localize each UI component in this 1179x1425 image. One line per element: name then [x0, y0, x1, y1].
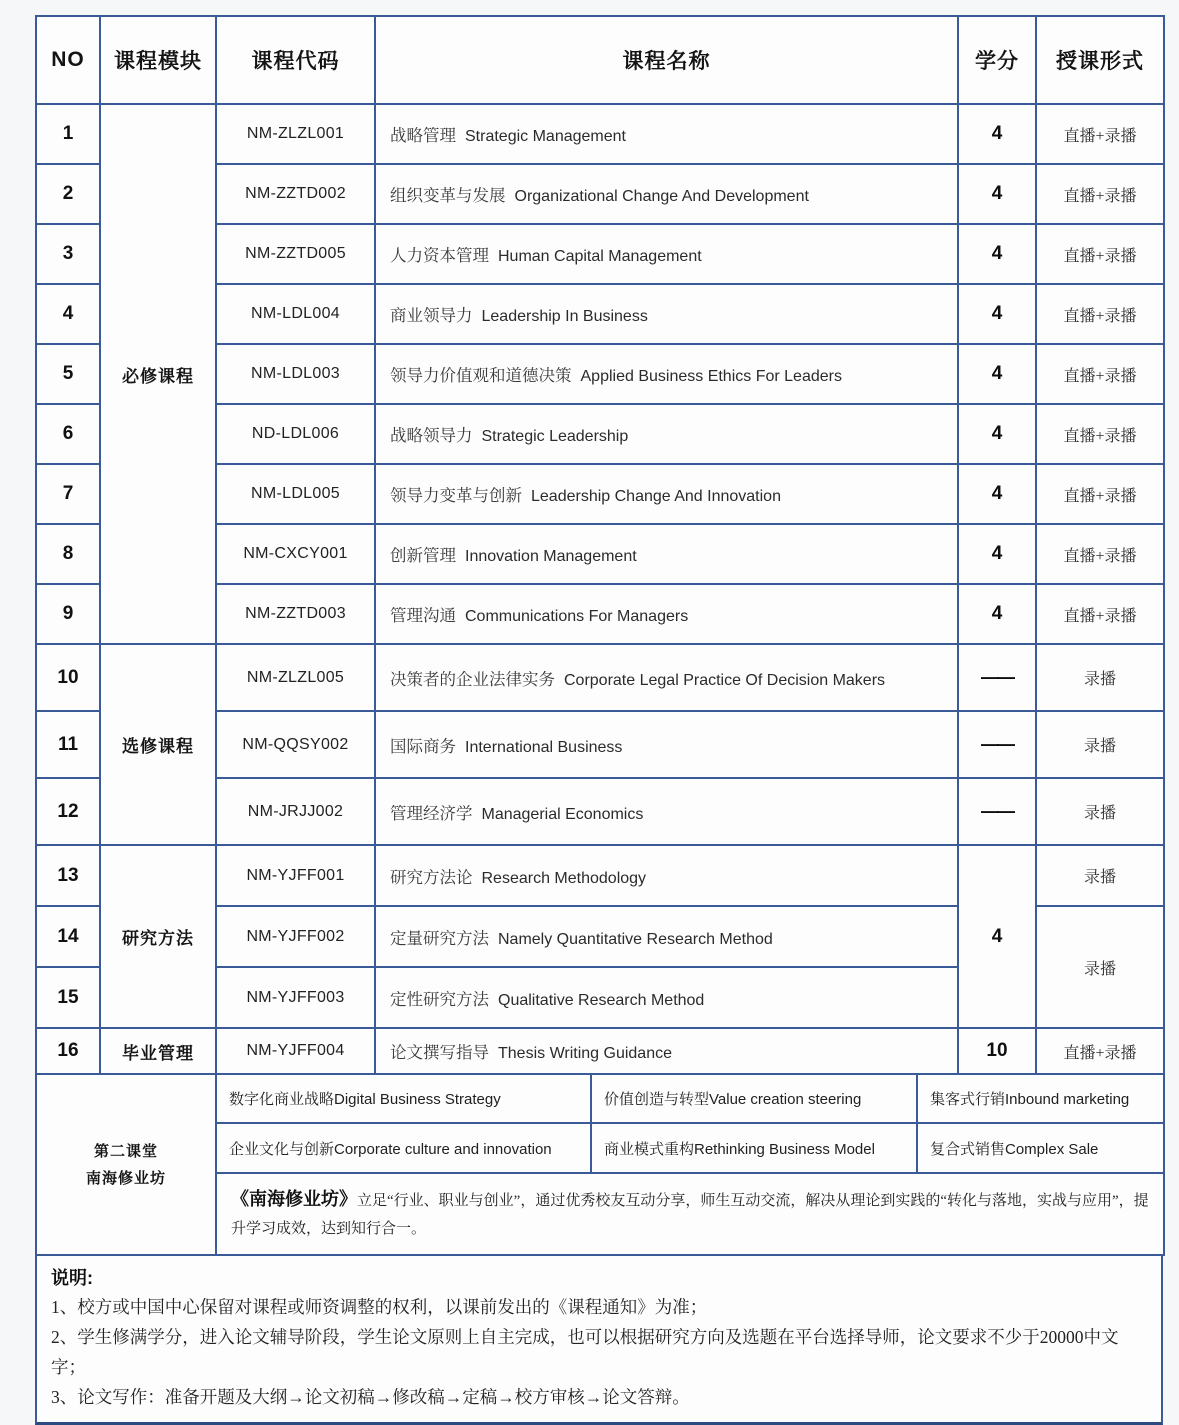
notes-box [35, 1254, 1163, 1425]
course-name-cn: 研究方法论 [390, 867, 473, 887]
workshop-item: 商业模式重构Rethinking Business Model [591, 1123, 917, 1173]
credits-cell: 4 [958, 584, 1036, 644]
format-cell: 直播+录播 [1036, 584, 1164, 644]
course-name [375, 464, 958, 524]
course-name-en: Strategic Leadership [481, 428, 629, 445]
row-no: 16 [36, 1028, 100, 1074]
credits-cell: 4 [958, 464, 1036, 524]
credits-cell: 4 [958, 224, 1036, 284]
course-name-cn: 定性研究方法 [390, 989, 489, 1009]
course-code: NM-LDL004 [216, 284, 375, 344]
curriculum-sheet [35, 15, 1163, 1425]
course-code: NM-ZLZL005 [216, 644, 375, 711]
header-no: NO [36, 16, 100, 104]
credits-cell: 4 [958, 284, 1036, 344]
course-code: NM-LDL003 [216, 344, 375, 404]
credits-cell: 4 [958, 344, 1036, 404]
header-name: 课程名称 [375, 16, 958, 104]
course-code: NM-YJFF002 [216, 906, 375, 967]
header-module: 课程模块 [100, 16, 216, 104]
course-name-cn: 管理经济学 [390, 803, 473, 823]
workshop-description-title: 《南海修业坊》 [231, 1189, 357, 1210]
course-name [375, 711, 958, 778]
credits-cell-merged: 4 [958, 845, 1036, 1028]
credits-cell: 4 [958, 404, 1036, 464]
course-name-en: Organizational Change And Development [514, 188, 809, 205]
second-classroom-module-cell [36, 1074, 216, 1255]
format-cell: 直播+录播 [1036, 104, 1164, 164]
header-row [36, 16, 1164, 104]
course-name-en: Research Methodology [481, 869, 647, 887]
course-name [375, 845, 958, 906]
workshop-item: 集客式行销Inbound marketing [917, 1074, 1164, 1123]
table-row [36, 1028, 1164, 1074]
workshop-description-text: 立足“行业、职业与创业”，通过优秀校友互动分享，师生互动交流，解决从理论到实践的“转化与落地，实战与应用”，提升学习成效，达到知行合一。 [231, 1193, 1149, 1237]
course-code: NM-YJFF001 [216, 845, 375, 906]
note-item: 3、论文写作：准备开题及大纲→论文初稿→修改稿→定稿→校方审核→论文答辩。 [51, 1387, 690, 1408]
notes-title: 说明: [51, 1268, 93, 1288]
row-no: 1 [36, 104, 100, 164]
format-cell: 直播+录播 [1036, 284, 1164, 344]
course-code: NM-QQSY002 [216, 711, 375, 778]
course-name [375, 644, 958, 711]
row-no: 4 [36, 284, 100, 344]
table-row [36, 644, 1164, 711]
workshop-item: 复合式销售Complex Sale [917, 1123, 1164, 1173]
course-name [375, 404, 958, 464]
format-cell: 录播 [1036, 845, 1164, 906]
course-name [375, 104, 958, 164]
module-cell-elective: 选修课程 [100, 644, 216, 845]
curriculum-table [35, 15, 1165, 1075]
row-no: 5 [36, 344, 100, 404]
course-name-en: Qualitative Research Method [498, 991, 705, 1009]
course-name-cn: 商业领导力 [390, 306, 473, 325]
credits-cell: 4 [958, 104, 1036, 164]
course-name-en: Communications For Managers [465, 608, 689, 625]
second-classroom-table [35, 1073, 1165, 1256]
course-name-cn: 人力资本管理 [390, 246, 489, 265]
row-no: 10 [36, 644, 100, 711]
course-name-cn: 领导力价值观和道德决策 [390, 366, 572, 385]
course-name [375, 344, 958, 404]
row-no: 9 [36, 584, 100, 644]
course-name-en: Thesis Writing Guidance [498, 1045, 672, 1062]
course-name-cn: 组织变革与发展 [390, 186, 506, 205]
course-name-en: Strategic Management [465, 128, 626, 145]
second-classroom-title-line1: 第二课堂 [93, 1142, 158, 1160]
header-format: 授课形式 [1036, 16, 1164, 104]
course-name-en: Namely Quantitative Research Method [498, 930, 773, 948]
course-code: NM-JRJJ002 [216, 778, 375, 845]
format-cell: 直播+录播 [1036, 224, 1164, 284]
workshop-item: 价值创造与转型Value creation steering [591, 1074, 917, 1123]
course-name-cn: 国际商务 [390, 736, 456, 756]
credits-cell: —— [958, 778, 1036, 845]
credits-cell: —— [958, 644, 1036, 711]
format-cell: 录播 [1036, 711, 1164, 778]
course-code: NM-LDL005 [216, 464, 375, 524]
course-name-cn: 管理沟通 [390, 606, 456, 625]
module-cell-graduation: 毕业管理 [100, 1028, 216, 1074]
course-name-en: International Business [465, 738, 623, 756]
course-name-en: Leadership Change And Innovation [531, 488, 781, 505]
course-name-en: Corporate Legal Practice Of Decision Makers [564, 671, 886, 689]
row-no: 3 [36, 224, 100, 284]
format-cell: 直播+录播 [1036, 404, 1164, 464]
workshop-item: 企业文化与创新Corporate culture and innovation [216, 1123, 591, 1173]
course-name-en: Human Capital Management [498, 248, 702, 265]
second-classroom-title-line2: 南海修业坊 [85, 1169, 166, 1187]
course-name [375, 967, 958, 1028]
course-name-cn: 战略管理 [390, 126, 456, 145]
row-no: 13 [36, 845, 100, 906]
course-name-en: Innovation Management [465, 548, 637, 565]
course-code: NM-YJFF004 [216, 1028, 375, 1074]
course-code: NM-CXCY001 [216, 524, 375, 584]
header-credits: 学分 [958, 16, 1036, 104]
row-no: 2 [36, 164, 100, 224]
format-cell-merged: 录播 [1036, 906, 1164, 1028]
format-cell: 直播+录播 [1036, 464, 1164, 524]
course-name-cn: 定量研究方法 [390, 928, 489, 948]
format-cell: 直播+录播 [1036, 344, 1164, 404]
row-no: 6 [36, 404, 100, 464]
course-name [375, 164, 958, 224]
course-name-cn: 创新管理 [390, 546, 456, 565]
row-no: 7 [36, 464, 100, 524]
note-item: 2、学生修满学分，进入论文辅导阶段，学生论文原则上自主完成，也可以根据研究方向及选题在平台选择导师，论文要求不少于20000中文字； [51, 1327, 1119, 1378]
row-no: 11 [36, 711, 100, 778]
course-name [375, 284, 958, 344]
course-name-cn: 战略领导力 [390, 426, 473, 445]
row-no: 14 [36, 906, 100, 967]
format-cell: 直播+录播 [1036, 1028, 1164, 1074]
course-name-cn: 论文撰写指导 [390, 1043, 489, 1062]
credits-cell: 10 [958, 1028, 1036, 1074]
note-item: 1、校方或中国中心保留对课程或师资调整的权利，以课前发出的《课程通知》为准； [51, 1297, 708, 1317]
format-cell: 直播+录播 [1036, 524, 1164, 584]
format-cell: 录播 [1036, 644, 1164, 711]
second-classroom-row [36, 1074, 1164, 1123]
course-name [375, 906, 958, 967]
workshop-description [216, 1173, 1164, 1255]
workshop-item: 数字化商业战略Digital Business Strategy [216, 1074, 591, 1123]
course-code: NM-ZZTD002 [216, 164, 375, 224]
course-code: NM-ZZTD005 [216, 224, 375, 284]
credits-cell: 4 [958, 524, 1036, 584]
course-code: ND-LDL006 [216, 404, 375, 464]
course-code: NM-ZLZL001 [216, 104, 375, 164]
credits-cell: —— [958, 711, 1036, 778]
header-code: 课程代码 [216, 16, 375, 104]
course-name [375, 1028, 958, 1074]
module-cell-required: 必修课程 [100, 104, 216, 644]
course-name-en: Leadership In Business [481, 308, 648, 325]
course-code: NM-YJFF003 [216, 967, 375, 1028]
module-cell-research: 研究方法 [100, 845, 216, 1028]
course-name-cn: 决策者的企业法律实务 [390, 669, 555, 689]
course-code: NM-ZZTD003 [216, 584, 375, 644]
credits-cell: 4 [958, 164, 1036, 224]
row-no: 12 [36, 778, 100, 845]
course-name-en: Applied Business Ethics For Leaders [580, 368, 842, 385]
row-no: 8 [36, 524, 100, 584]
format-cell: 直播+录播 [1036, 164, 1164, 224]
course-name [375, 524, 958, 584]
course-name-cn: 领导力变革与创新 [390, 486, 522, 505]
course-name [375, 224, 958, 284]
row-no: 15 [36, 967, 100, 1028]
course-name [375, 778, 958, 845]
course-name-en: Managerial Economics [481, 805, 644, 823]
format-cell: 录播 [1036, 778, 1164, 845]
table-row [36, 845, 1164, 906]
course-name [375, 584, 958, 644]
table-row [36, 104, 1164, 164]
